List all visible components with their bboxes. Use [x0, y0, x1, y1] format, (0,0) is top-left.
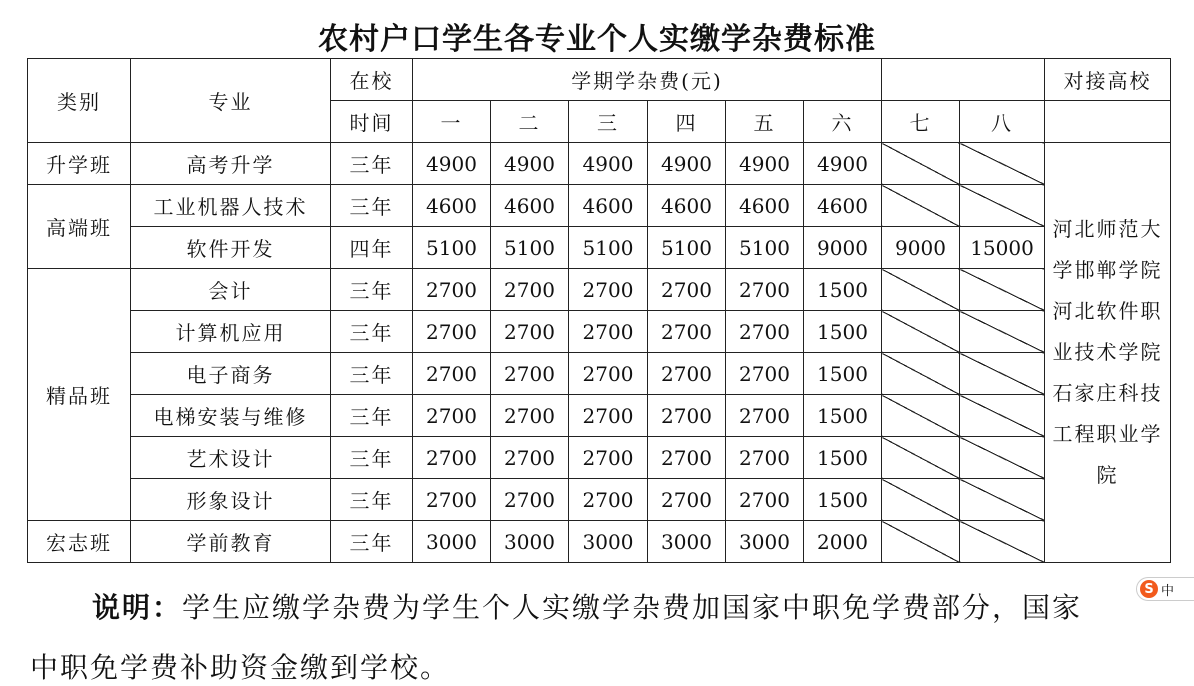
- fee-cell: 15000: [960, 227, 1045, 269]
- header-semester-fees: 学期学杂费(元): [413, 59, 882, 101]
- semester-header: 五: [726, 101, 804, 143]
- header-partner: 对接高校: [1045, 59, 1171, 101]
- fee-cell: 2700: [648, 269, 726, 311]
- fee-cell: 1500: [804, 479, 882, 521]
- fee-cell: 2700: [648, 437, 726, 479]
- empty-slash-cell: [882, 437, 960, 479]
- category-cell: 精品班: [28, 269, 131, 521]
- fee-cell: 2700: [726, 395, 804, 437]
- major-cell: 电子商务: [131, 353, 331, 395]
- duration-cell: 三年: [331, 395, 413, 437]
- fee-cell: 2700: [648, 395, 726, 437]
- duration-cell: 三年: [331, 269, 413, 311]
- empty-slash-cell: [960, 185, 1045, 227]
- empty-slash-cell: [960, 311, 1045, 353]
- semester-header: 八: [960, 101, 1045, 143]
- empty-slash-cell: [960, 143, 1045, 185]
- fee-cell: 4900: [569, 143, 648, 185]
- fee-cell: 2700: [569, 479, 648, 521]
- fee-cell: 4900: [804, 143, 882, 185]
- empty-slash-cell: [882, 311, 960, 353]
- duration-cell: 三年: [331, 521, 413, 563]
- fee-cell: 2700: [413, 311, 491, 353]
- semester-header: 一: [413, 101, 491, 143]
- semester-header: 二: [491, 101, 569, 143]
- header-category: 类别: [28, 59, 131, 143]
- table-row: [28, 143, 1171, 185]
- duration-cell: 三年: [331, 311, 413, 353]
- fee-cell: 4900: [491, 143, 569, 185]
- fee-cell: 2700: [726, 479, 804, 521]
- fee-cell: 2700: [569, 353, 648, 395]
- fee-cell: 2700: [648, 479, 726, 521]
- empty-slash-cell: [960, 437, 1045, 479]
- fee-cell: 3000: [726, 521, 804, 563]
- fee-cell: 2700: [569, 311, 648, 353]
- note-line-2: 中职免学费补助资金缴到学校。: [30, 651, 451, 684]
- header-row-1: [28, 59, 1171, 101]
- header-partner-blank: [1045, 101, 1171, 143]
- fee-cell: 2700: [569, 395, 648, 437]
- fee-cell: 1500: [804, 353, 882, 395]
- major-cell: 学前教育: [131, 521, 331, 563]
- note-text-1: 学生应缴学杂费为学生个人实缴学杂费加国家中职免学费部分，国家: [182, 591, 1083, 624]
- fee-cell: 2700: [491, 479, 569, 521]
- fee-cell: 5100: [413, 227, 491, 269]
- major-cell: 软件开发: [131, 227, 331, 269]
- fee-cell: 2700: [413, 353, 491, 395]
- empty-slash-cell: [882, 521, 960, 563]
- fee-cell: 4600: [491, 185, 569, 227]
- fee-cell: 5100: [726, 227, 804, 269]
- major-cell: 高考升学: [131, 143, 331, 185]
- fee-cell: 1500: [804, 437, 882, 479]
- fee-cell: 2700: [413, 437, 491, 479]
- fee-cell: 1500: [804, 269, 882, 311]
- ime-mode-label[interactable]: 中: [1161, 583, 1175, 599]
- semester-header: 四: [648, 101, 726, 143]
- major-cell: 计算机应用: [131, 311, 331, 353]
- fee-cell: 4900: [726, 143, 804, 185]
- empty-slash-cell: [960, 395, 1045, 437]
- fee-cell: 2700: [491, 437, 569, 479]
- empty-slash-cell: [960, 521, 1045, 563]
- table-row: [28, 521, 1171, 563]
- fee-cell: 2700: [491, 269, 569, 311]
- fee-cell: 2700: [726, 269, 804, 311]
- major-cell: 电梯安装与维修: [131, 395, 331, 437]
- duration-cell: 三年: [331, 479, 413, 521]
- table-row: [28, 311, 1171, 353]
- table-row: [28, 269, 1171, 311]
- semester-header: 七: [882, 101, 960, 143]
- major-cell: 工业机器人技术: [131, 185, 331, 227]
- fee-cell: 2700: [413, 395, 491, 437]
- note-line-1: [92, 586, 1194, 626]
- fee-cell: 5100: [491, 227, 569, 269]
- table-row: [28, 353, 1171, 395]
- duration-cell: 三年: [331, 143, 413, 185]
- page-title: 农村户口学生各专业个人实缴学杂费标准: [318, 22, 876, 57]
- duration-cell: 三年: [331, 185, 413, 227]
- fee-cell: 3000: [648, 521, 726, 563]
- fee-cell: 2700: [413, 479, 491, 521]
- fee-cell: 2700: [648, 353, 726, 395]
- fee-cell: 3000: [413, 521, 491, 563]
- fee-cell: 2700: [726, 311, 804, 353]
- fee-cell: 2700: [413, 269, 491, 311]
- empty-slash-cell: [960, 353, 1045, 395]
- fee-cell: 5100: [569, 227, 648, 269]
- fee-cell: 4600: [648, 185, 726, 227]
- fee-cell: 2700: [491, 311, 569, 353]
- fee-cell: 2700: [491, 353, 569, 395]
- category-cell: 宏志班: [28, 521, 131, 563]
- major-cell: 艺术设计: [131, 437, 331, 479]
- fee-cell: 4600: [413, 185, 491, 227]
- header-duration-line1: 在校: [331, 59, 413, 101]
- table-row: [28, 479, 1171, 521]
- note-label: 说明：: [92, 591, 183, 624]
- empty-slash-cell: [882, 395, 960, 437]
- ime-toolbar[interactable]: [1136, 577, 1194, 601]
- fee-cell: 9000: [882, 227, 960, 269]
- table-row: [28, 437, 1171, 479]
- table-row: [28, 395, 1171, 437]
- empty-slash-cell: [882, 479, 960, 521]
- major-cell: 形象设计: [131, 479, 331, 521]
- major-cell: 会计: [131, 269, 331, 311]
- fee-cell: 2700: [726, 353, 804, 395]
- fee-cell: 4600: [726, 185, 804, 227]
- duration-cell: 三年: [331, 353, 413, 395]
- table-row: [28, 185, 1171, 227]
- fee-cell: 3000: [491, 521, 569, 563]
- empty-slash-cell: [882, 143, 960, 185]
- header-duration-line2: 时间: [331, 101, 413, 143]
- category-cell: 高端班: [28, 185, 131, 269]
- fee-cell: 5100: [648, 227, 726, 269]
- fee-cell: 2700: [569, 437, 648, 479]
- duration-cell: 四年: [331, 227, 413, 269]
- fee-cell: 2700: [726, 437, 804, 479]
- duration-cell: 三年: [331, 437, 413, 479]
- empty-slash-cell: [882, 353, 960, 395]
- fee-cell: 2000: [804, 521, 882, 563]
- fee-cell: 2700: [491, 395, 569, 437]
- fee-cell: 4900: [648, 143, 726, 185]
- fee-cell: 3000: [569, 521, 648, 563]
- fee-cell: 4600: [804, 185, 882, 227]
- empty-slash-cell: [960, 479, 1045, 521]
- header-major: 专业: [131, 59, 331, 143]
- semester-header: 三: [569, 101, 648, 143]
- header-blank: [882, 59, 1045, 101]
- fee-cell: 4600: [569, 185, 648, 227]
- table-row: [28, 227, 1171, 269]
- sogou-s-icon[interactable]: S: [1140, 580, 1158, 598]
- fee-cell: 9000: [804, 227, 882, 269]
- fee-cell: 4900: [413, 143, 491, 185]
- fee-cell: 1500: [804, 311, 882, 353]
- empty-slash-cell: [960, 269, 1045, 311]
- fee-cell: 2700: [648, 311, 726, 353]
- fee-table: [27, 58, 1171, 563]
- partner-schools-cell: 河北师范大学邯郸学院河北软件职业技术学院石家庄科技工程职业学院: [1045, 143, 1171, 563]
- category-cell: 升学班: [28, 143, 131, 185]
- semester-header: 六: [804, 101, 882, 143]
- fee-cell: 1500: [804, 395, 882, 437]
- empty-slash-cell: [882, 185, 960, 227]
- empty-slash-cell: [882, 269, 960, 311]
- fee-cell: 2700: [569, 269, 648, 311]
